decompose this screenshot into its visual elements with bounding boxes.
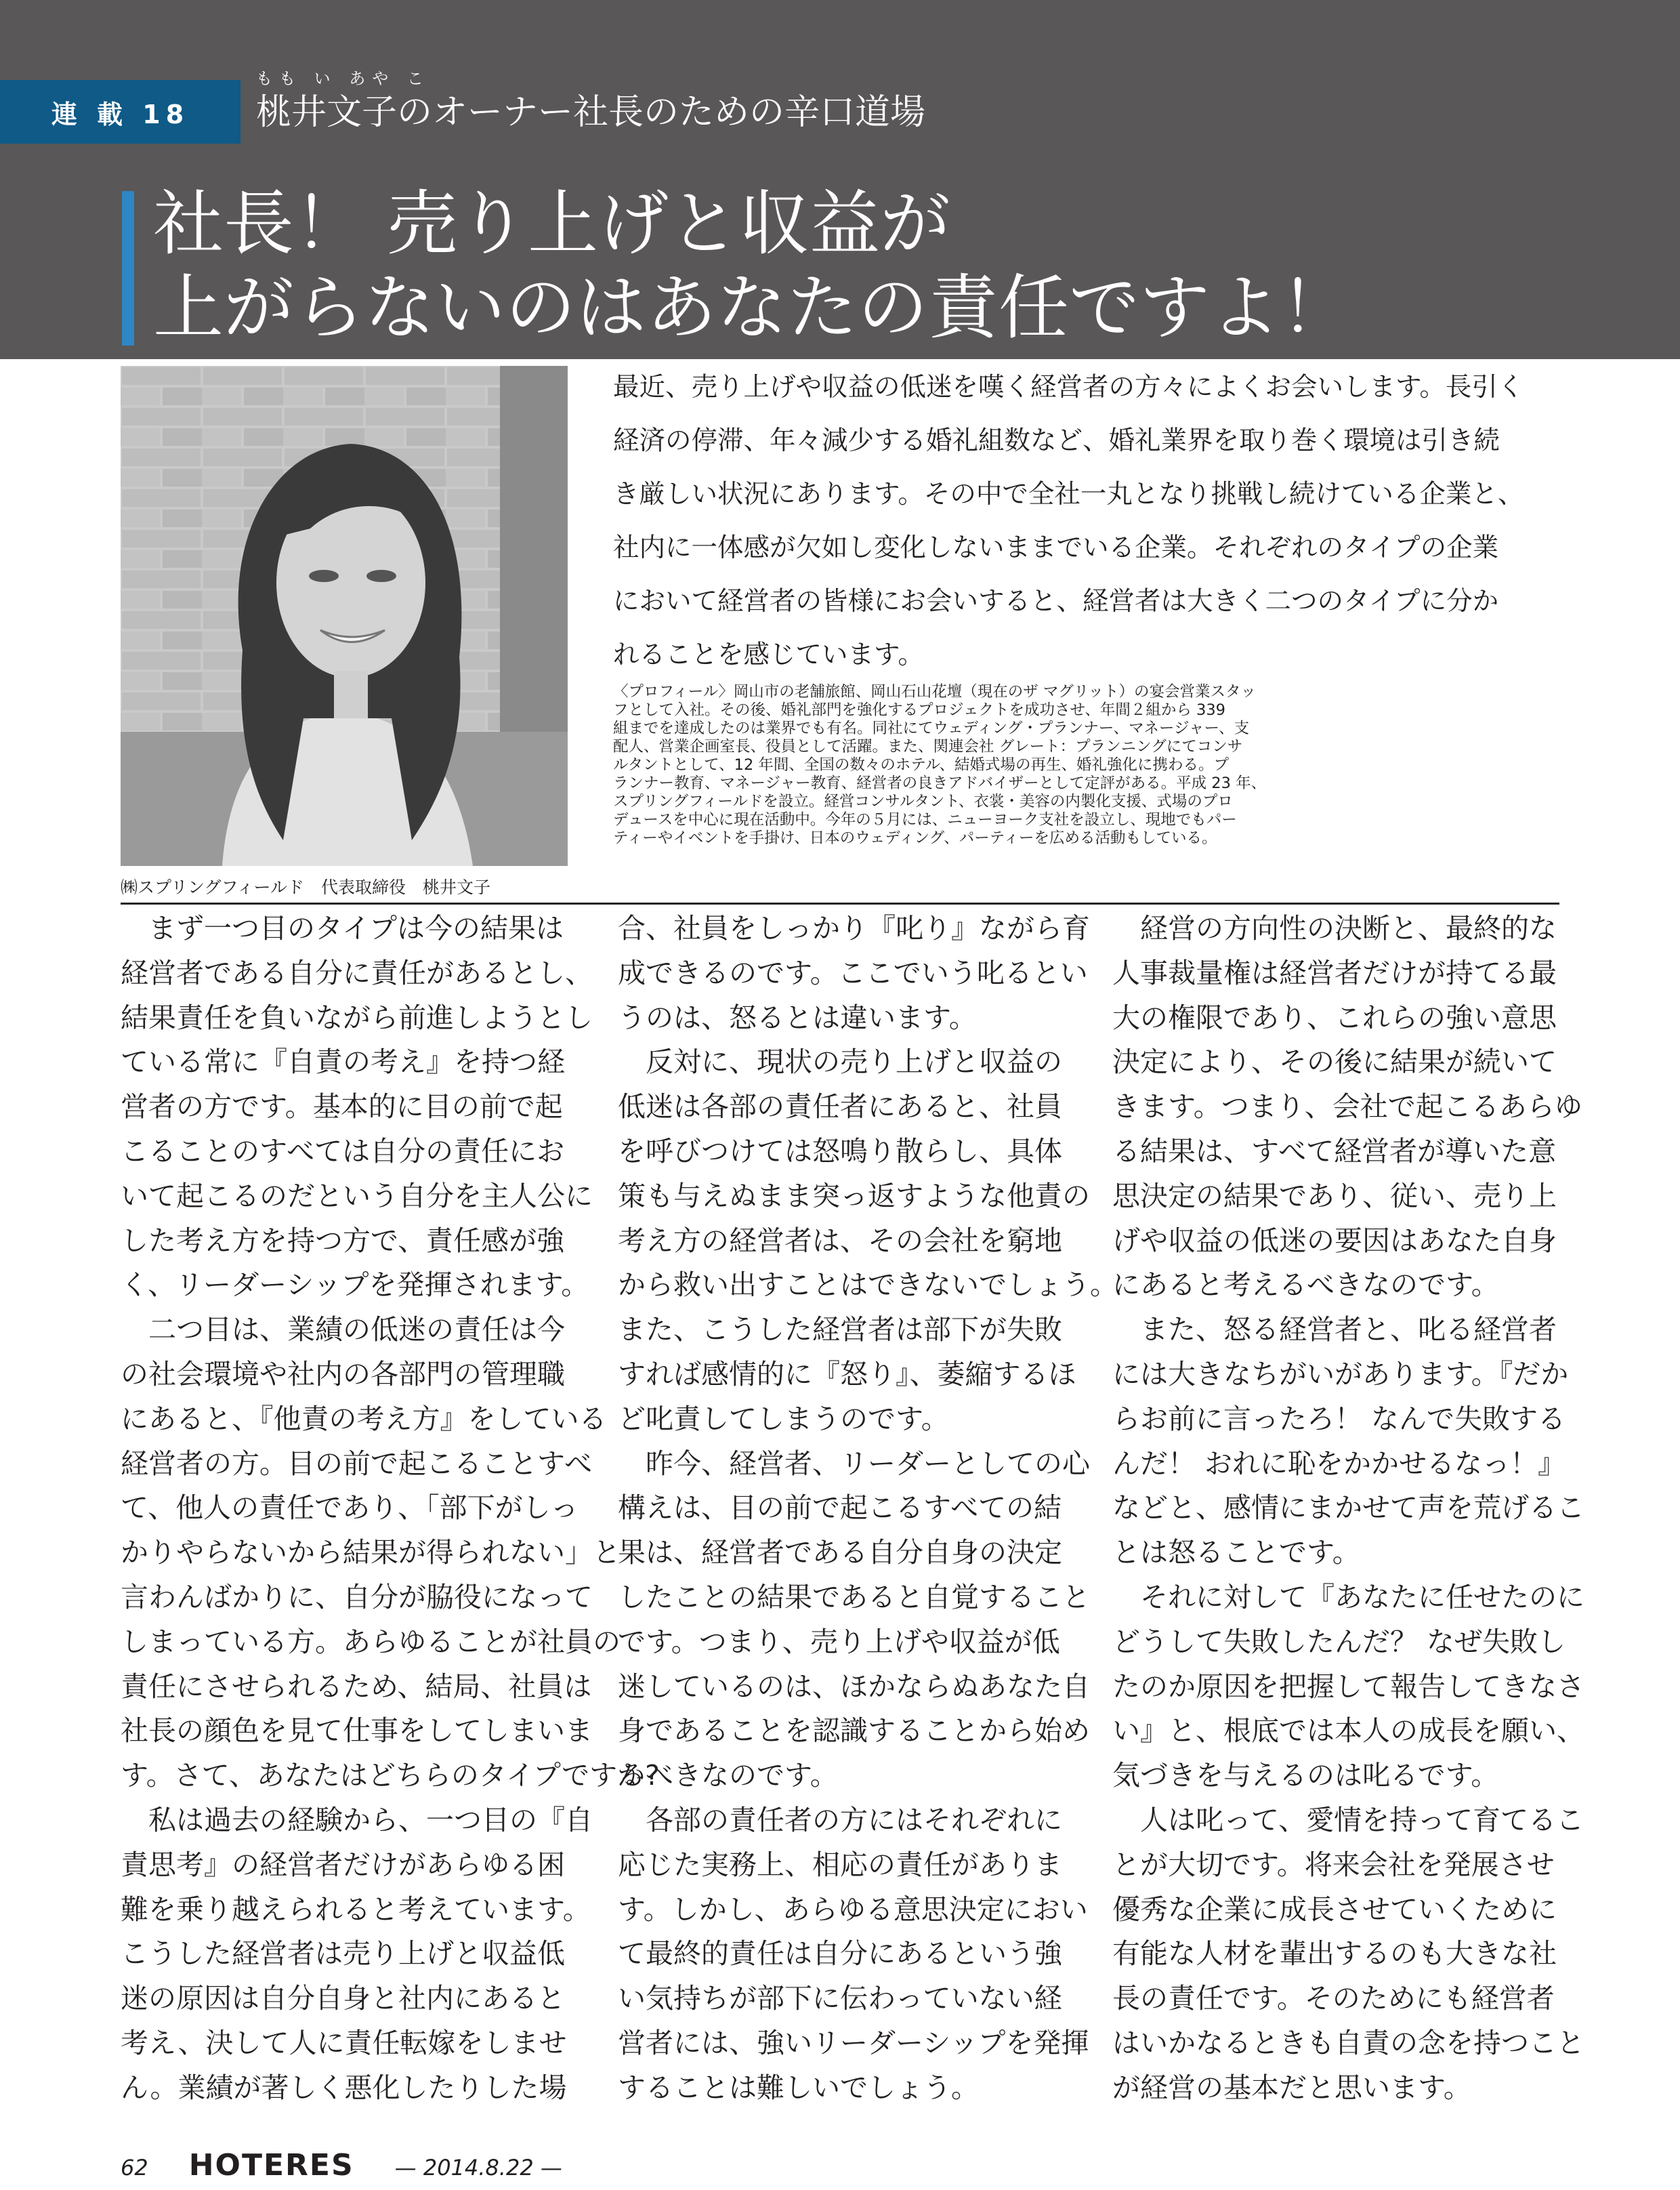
- body-line: 反対に、現状の売り上げと収益の: [618, 1046, 1062, 1079]
- body-line: 各部の責任者の方にはそれぞれに: [618, 1803, 1062, 1836]
- body-line: どうして失敗したんだ？ なぜ失敗し: [1112, 1625, 1566, 1658]
- body-line: 社長の顔色を見て仕事をしてしまいま: [121, 1714, 593, 1748]
- series-tag: 連 載 18: [0, 80, 240, 144]
- lead-line: において経営者の皆様にお会いすると、経営者は大きく二つのタイプに分か: [613, 586, 1499, 617]
- headline-accent-bar: [122, 191, 134, 346]
- body-line: 経営者である自分に責任があるとし、: [121, 956, 593, 989]
- body-line: を呼びつけては怒鳴り散らし、具体: [618, 1134, 1062, 1168]
- body-line: て最終的責任は自分にあるという強: [618, 1937, 1062, 1970]
- body-line: ている常に『自責の考え』を持つ経: [121, 1046, 565, 1079]
- body-line: 迷しているのは、ほかならぬあなた自: [618, 1670, 1090, 1703]
- body-line: 責任にさせられるため、結局、社員は: [121, 1670, 592, 1703]
- issue-date: — 2014.8.22 —: [394, 2155, 562, 2181]
- body-line: した考え方を持つ方で、責任感が強: [121, 1224, 565, 1257]
- body-line: が経営の基本だと思います。: [1112, 2071, 1471, 2104]
- headline-line: 上がらないのはあなたの責任ですよ！: [153, 266, 1351, 349]
- body-line: それに対して『あなたに任せたのに: [1112, 1580, 1584, 1613]
- body-line: 私は過去の経験から、一つ目の『自: [121, 1803, 593, 1836]
- profile-line: 配人、営業企画室長、役員として活躍。また、関連会社 グレート：プランニングにてコンサ: [613, 738, 1243, 756]
- author-portrait-image: [121, 366, 568, 866]
- body-line: る結果は、すべて経営者が導いた意: [1112, 1134, 1557, 1168]
- page-number: 62: [121, 2155, 148, 2181]
- body-line: らお前に言ったろ！ なんで失敗する: [1112, 1402, 1566, 1435]
- body-line: 考え方の経営者は、その会社を窮地: [618, 1224, 1062, 1257]
- body-line: などと、感情にまかせて声を荒げるこ: [1112, 1491, 1584, 1525]
- body-line: て、他人の責任であり、「部下がしっ: [121, 1491, 579, 1525]
- body-line: とは怒ることです。: [1112, 1536, 1360, 1569]
- body-line: く、リーダーシップを発揮されます。: [121, 1268, 589, 1302]
- body-line: い気持ちが部下に伝わっていない経: [618, 1982, 1062, 2015]
- body-line: です。つまり、売り上げや収益が低: [618, 1625, 1060, 1658]
- author-profile: [613, 683, 1575, 848]
- photo-caption: ㈱スプリングフィールド 代表取締役 桃井文子: [121, 877, 491, 897]
- body-line: 言わんばかりに、自分が脇役になって: [121, 1580, 593, 1613]
- lead-line: 最近、売り上げや収益の低迷を嘆く経営者の方々によくお会いします。長引く: [613, 372, 1524, 402]
- body-line: には大きなちがいがあります。『だか: [1112, 1357, 1569, 1390]
- page-footer: [121, 2148, 595, 2183]
- section-divider: [121, 903, 1559, 905]
- body-line: 果は、経営者である自分自身の決定: [618, 1536, 1062, 1569]
- profile-line: ルタントとして、12 年間、全国の数々のホテル、結婚式場の再生、婚礼強化に携わる。プ: [613, 756, 1230, 774]
- magazine-logo: HOTERES: [188, 2148, 354, 2183]
- body-line: 構えは、目の前で起こるすべての結: [618, 1491, 1062, 1525]
- body-line: 決定により、その後に結果が続いて: [1112, 1046, 1557, 1079]
- body-line: 営者には、強いリーダーシップを発揮: [618, 2026, 1089, 2059]
- body-line: まず一つ目のタイプは今の結果は: [121, 912, 564, 945]
- lead-line: れることを感じています。: [613, 640, 924, 670]
- body-line: うのは、怒るとは違います。: [618, 1001, 977, 1034]
- body-line: たのか原因を把握して報告してきなさ: [1112, 1670, 1584, 1703]
- body-line: 策も与えぬまま突っ返すような他責の: [618, 1179, 1090, 1212]
- body-line: 身であることを認識することから始め: [618, 1714, 1090, 1748]
- body-line: 難を乗り越えられると考えています。: [121, 1893, 591, 1926]
- body-line: い』と、根底では本人の成長を願い、: [1112, 1714, 1584, 1748]
- body-line: ん。業績が著しく悪化したりした場: [121, 2071, 567, 2104]
- profile-line: フとして入社。その後、婚礼部門を強化するプロジェクトを成功させ、年間２組から 339: [613, 701, 1225, 719]
- body-line: す。しかし、あらゆる意思決定におい: [618, 1893, 1088, 1926]
- body-line: の社会環境や社内の各部門の管理職: [121, 1357, 565, 1390]
- profile-line: ランナー教育、マネージャー教育、経営者の良きアドバイザーとして定評がある。平成 23 年、: [613, 774, 1267, 792]
- profile-line: ティーやイベントを手掛け、日本のウェディング、パーティーを広める活動もしている。: [613, 829, 1217, 847]
- profile-line: 〈プロフィール〉岡山市の老舗旅館、岡山石山花壇（現在のザ マグリット）の宴会営業スタッ: [613, 683, 1257, 701]
- body-line: かりやらないから結果が得られない」と: [121, 1536, 621, 1569]
- body-line: 合、社員をしっかり『叱り』ながら育: [618, 912, 1090, 945]
- body-line: んだ！ おれに恥をかかせるなっ！』: [1112, 1447, 1566, 1480]
- body-line: にあると考えるべきなのです。: [1112, 1268, 1499, 1302]
- body-line: こることのすべては自分の責任にお: [121, 1134, 565, 1168]
- body-line: はいかなるときも自責の念を持つこと: [1112, 2026, 1584, 2059]
- lead-paragraph: [613, 360, 1575, 682]
- body-line: 長の責任です。そのためにも経営者: [1112, 1982, 1555, 2015]
- body-line: ど叱責してしまうのです。: [618, 1402, 949, 1435]
- body-line: 優秀な企業に成長させていくために: [1112, 1893, 1557, 1926]
- profile-line: 組までを達成したのは業界でも有名。同社にてウェディング・プランナー、マネージャー、支: [613, 720, 1250, 737]
- body-line: 責思考』の経営者だけがあらゆる困: [121, 1848, 565, 1881]
- lead-line: 経済の停滞、年々減少する婚礼組数など、婚礼業界を取り巻く環境は引き続: [613, 426, 1500, 456]
- body-line: 大の権限であり、これらの強い意思: [1112, 1001, 1557, 1034]
- body-line: 成できるのです。ここでいう叱るとい: [618, 956, 1088, 989]
- body-line: 迷の原因は自分自身と社内にあると: [121, 1982, 565, 2015]
- body-column-1: [121, 907, 660, 2111]
- lead-line: 社内に一体感が欠如し変化しないままでいる企業。それぞれのタイプの企業: [613, 533, 1499, 563]
- body-line: から救い出すことはできないでしょう。: [618, 1268, 1118, 1302]
- author-photo: [121, 366, 568, 866]
- body-line: 昨今、経営者、リーダーとしての心: [618, 1447, 1090, 1480]
- body-line: しまっている方。あらゆることが社員の: [121, 1625, 621, 1658]
- body-line: 二つ目は、業績の低迷の責任は今: [121, 1313, 565, 1346]
- body-line: 有能な人材を輩出するのも大きな社: [1112, 1937, 1557, 1970]
- body-column-2: [618, 907, 1118, 2111]
- headline-line: 社長！ 売り上げと収益が: [153, 182, 951, 265]
- profile-line: スプリングフィールドを設立。経営コンサルタント、衣裳・美容の内製化支援、式場のプロ: [613, 793, 1233, 810]
- lead-line: き厳しい状況にあります。その中で全社一丸となり挑戦し続けている企業と、: [613, 479, 1524, 510]
- body-line: 営者の方です。基本的に目の前で起: [121, 1090, 563, 1123]
- body-line: きます。つまり、会社で起こるあらゆ: [1112, 1090, 1582, 1123]
- body-line: 結果責任を負いながら前進しようとし: [121, 1001, 593, 1034]
- body-line: こうした経営者は売り上げと収益低: [121, 1937, 565, 1970]
- body-line: いて起こるのだという自分を主人公に: [121, 1179, 593, 1212]
- body-line: 考え、決して人に責任転嫁をしませ: [121, 2026, 567, 2059]
- body-line: 経営者の方。目の前で起こることすべ: [121, 1447, 593, 1480]
- body-line: 低迷は各部の責任者にあると、社員: [618, 1090, 1062, 1123]
- headline: [153, 182, 1643, 350]
- body-line: げや収益の低迷の要因はあなた自身: [1112, 1224, 1557, 1257]
- body-line: にあると、『他責の考え方』をしている: [121, 1402, 607, 1435]
- body-line: また、怒る経営者と、叱る経営者: [1112, 1313, 1557, 1346]
- body-column-3: [1112, 907, 1584, 2111]
- author-ruby: もも い あや こ: [256, 69, 430, 88]
- body-line: また、こうした経営者は部下が失敗: [618, 1313, 1062, 1346]
- body-line: す。さて、あなたはどちらのタイプですか?: [121, 1759, 660, 1792]
- body-line: 気づきを与えるのは叱るです。: [1112, 1759, 1499, 1792]
- body-line: 経営の方向性の決断と、最終的な: [1112, 912, 1557, 945]
- body-line: 思決定の結果であり、従い、売り上: [1112, 1179, 1557, 1212]
- body-line: 人は叱って、愛情を持って育てるこ: [1112, 1803, 1584, 1836]
- body-line: るべきなのです。: [618, 1759, 838, 1792]
- body-line: 応じた実務上、相応の責任がありま: [618, 1848, 1062, 1881]
- body-line: とが大切です。将来会社を発展させ: [1112, 1848, 1555, 1881]
- series-title: 桃井文子のオーナー社長のための辛口道場: [256, 92, 926, 133]
- body-line: すれば感情的に『怒り』、萎縮するほ: [618, 1357, 1076, 1390]
- body-line: することは難しいでしょう。: [618, 2071, 979, 2104]
- body-line: 人事裁量権は経営者だけが持てる最: [1112, 956, 1557, 989]
- profile-line: デュースを中心に現在活動中。今年の５月には、ニューヨーク支社を設立し、現地でもパー: [613, 811, 1237, 829]
- body-line: したことの結果であると自覚すること: [618, 1580, 1090, 1613]
